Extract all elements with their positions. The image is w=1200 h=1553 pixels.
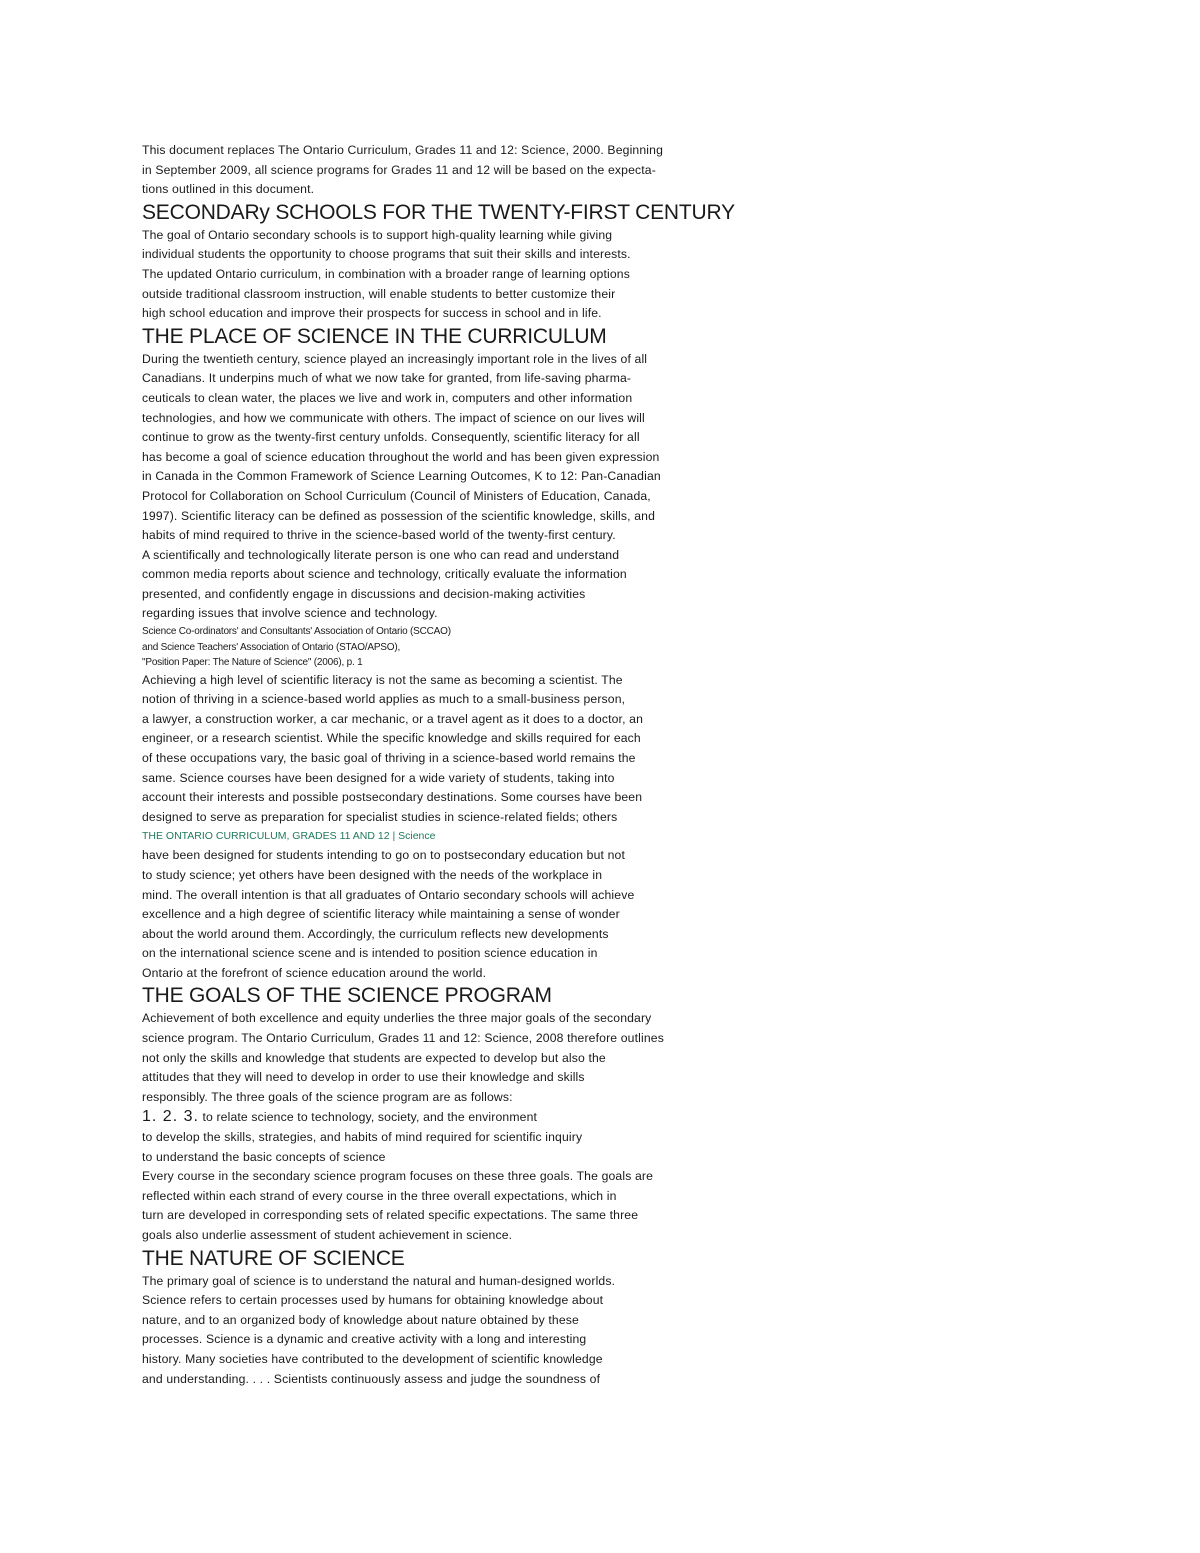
- text-line: presented, and confidently engage in discussions and decision-making activities: [142, 586, 586, 601]
- goal-item: [142, 1107, 782, 1128]
- text-line: Achievement of both excellence and equity underlies the three major goals of the secondary: [142, 1011, 652, 1026]
- text-line: account their interests and possible postsecondary destinations. Some courses have been: [142, 790, 643, 805]
- text-line: high school education and improve their prospects for success in school and in life.: [142, 306, 602, 321]
- text-line: Canadians. It underpins much of what we now take for granted, from life-saving pharma-: [142, 371, 632, 386]
- text-line: science program. The Ontario Curriculum, Grades 11 and 12: Science, 2008 therefore outlines: [142, 1031, 664, 1046]
- text-line: The primary goal of science is to understand the natural and human-designed worlds.: [142, 1273, 616, 1288]
- text-line: A scientifically and technologically literate person is one who can read and understand: [142, 547, 620, 562]
- text-line: technologies, and how we communicate with others. The impact of science on our lives will: [142, 410, 645, 425]
- document-page: [142, 141, 782, 1389]
- heading-place-of-science: THE PLACE OF SCIENCE IN THE CURRICULUM: [142, 324, 607, 348]
- text-line: responsibly. The three goals of the science program are as follows:: [142, 1089, 513, 1104]
- text-line: continue to grow as the twenty-first century unfolds. Consequently, scientific literacy for all: [142, 430, 640, 445]
- goal-item: to develop the skills, strategies, and habits of mind required for scientific inquiry: [142, 1130, 583, 1145]
- paragraph-nature-of-science: [142, 1272, 782, 1390]
- text-line: ceuticals to clean water, the places we live and work in, computers and other information: [142, 390, 633, 405]
- text-line: on the international science scene and is intended to position science education in: [142, 946, 598, 961]
- goal-numbers: 1. 2. 3.: [142, 1108, 199, 1126]
- text-line: outside traditional classroom instruction, will enable students to better customize their: [142, 286, 616, 301]
- text-line: attitudes that they will need to develop in order to use their knowledge and skills: [142, 1070, 585, 1085]
- text-line: of these occupations vary, the basic goal of thriving in a science-based world remains the: [142, 750, 636, 765]
- text-line: has become a goal of science education throughout the world and has been given expression: [142, 449, 660, 464]
- text-line: Every course in the secondary science program focuses on these three goals. The goals are: [142, 1169, 654, 1184]
- quote-attribution: [142, 624, 782, 671]
- text-line: goals also underlie assessment of student achievement in science.: [142, 1228, 513, 1242]
- paragraph-goals: [142, 1009, 782, 1107]
- text-line: mind. The overall intention is that all graduates of Ontario secondary schools will achieve: [142, 887, 635, 902]
- text-line: tions outlined in this document.: [142, 182, 315, 197]
- attribution-line: "Position Paper: The Nature of Science" (2006), p. 1: [142, 657, 363, 669]
- text-line: regarding issues that involve science and technology.: [142, 606, 438, 621]
- goal-text: to relate science to technology, society, and the environment: [202, 1110, 538, 1125]
- text-line: individual students the opportunity to choose programs that suit their skills and interests.: [142, 247, 631, 262]
- text-line: in Canada in the Common Framework of Science Learning Outcomes, K to 12: Pan-Canadian: [142, 469, 661, 484]
- text-line: not only the skills and knowledge that students are expected to develop but also the: [142, 1050, 606, 1065]
- paragraph-goals-focus: [142, 1167, 782, 1245]
- text-line: During the twentieth century, science played an increasingly important role in the lives of all: [142, 351, 648, 366]
- paragraph-continued: [142, 846, 782, 983]
- text-line: excellence and a high degree of scientific literacy while maintaining a sense of wonder: [142, 907, 620, 922]
- text-line: reflected within each strand of every course in the three overall expectations, which in: [142, 1188, 617, 1203]
- goal-item: to understand the basic concepts of science: [142, 1149, 386, 1164]
- text-line: about the world around them. Accordingly, the curriculum reflects new developments: [142, 926, 609, 941]
- paragraph-secondary-schools: [142, 226, 782, 324]
- goals-list: [142, 1107, 782, 1167]
- paragraph-place-of-science: [142, 350, 782, 624]
- text-line: nature, and to an organized body of knowledge about nature obtained by these: [142, 1312, 579, 1327]
- text-line: The goal of Ontario secondary schools is to support high-quality learning while giving: [142, 227, 613, 242]
- text-line: history. Many societies have contributed to the development of scientific knowledge: [142, 1351, 603, 1366]
- attribution-line: Science Co-ordinators' and Consultants' Association of Ontario (SCCAO): [142, 626, 451, 638]
- text-line: same. Science courses have been designed for a wide variety of students, taking into: [142, 770, 615, 785]
- text-line: processes. Science is a dynamic and creative activity with a long and interesting: [142, 1332, 587, 1347]
- text-line: common media reports about science and technology, critically evaluate the information: [142, 567, 627, 582]
- text-line: to study science; yet others have been designed with the needs of the workplace in: [142, 867, 603, 882]
- text-line: in September 2009, all science programs for Grades 11 and 12 will be based on the expecta-: [142, 162, 656, 177]
- paragraph-scientific-literacy: [142, 671, 782, 828]
- text-line: notion of thriving in a science-based world applies as much to a small-business person,: [142, 692, 626, 707]
- text-line: engineer, or a research scientist. While the specific knowledge and skills required for each: [142, 731, 641, 746]
- text-line: This document replaces The Ontario Curriculum, Grades 11 and 12: Science, 2000. Beginning: [142, 143, 663, 157]
- text-line: turn are developed in corresponding sets of related specific expectations. The same three: [142, 1208, 639, 1223]
- text-line: 1997). Scientific literacy can be defined as possession of the scientific knowledge, skills, and: [142, 508, 656, 523]
- intro-paragraph: [142, 141, 782, 200]
- text-line: a lawyer, a construction worker, a car mechanic, or a travel agent as it does to a doctor, an: [142, 711, 644, 726]
- text-line: Protocol for Collaboration on School Curriculum (Council of Ministers of Education, Canada,: [142, 488, 651, 503]
- text-line: Ontario at the forefront of science education around the world.: [142, 965, 487, 980]
- text-line: Achieving a high level of scientific literacy is not the same as becoming a scientist. The: [142, 672, 623, 687]
- heading-goals: THE GOALS OF THE SCIENCE PROGRAM: [142, 984, 552, 1008]
- text-line: habits of mind required to thrive in the science-based world of the twenty-first century.: [142, 528, 616, 543]
- text-line: Science refers to certain processes used by humans for obtaining knowledge about: [142, 1293, 604, 1308]
- text-line: designed to serve as preparation for specialist studies in science-related fields; others: [142, 809, 618, 824]
- text-line: The updated Ontario curriculum, in combination with a broader range of learning options: [142, 266, 630, 281]
- text-line: have been designed for students intending to go on to postsecondary education but not: [142, 848, 625, 863]
- running-footer: THE ONTARIO CURRICULUM, GRADES 11 AND 12 | Science: [142, 830, 436, 843]
- heading-secondary-schools: SECONDARy SCHOOLS FOR THE TWENTY-FIRST CENTURY: [142, 200, 735, 224]
- text-line: and understanding. . . . Scientists continuously assess and judge the soundness of: [142, 1371, 601, 1386]
- heading-nature-of-science: THE NATURE OF SCIENCE: [142, 1246, 405, 1270]
- attribution-line: and Science Teachers' Association of Ontario (STAO/APSO),: [142, 641, 401, 653]
